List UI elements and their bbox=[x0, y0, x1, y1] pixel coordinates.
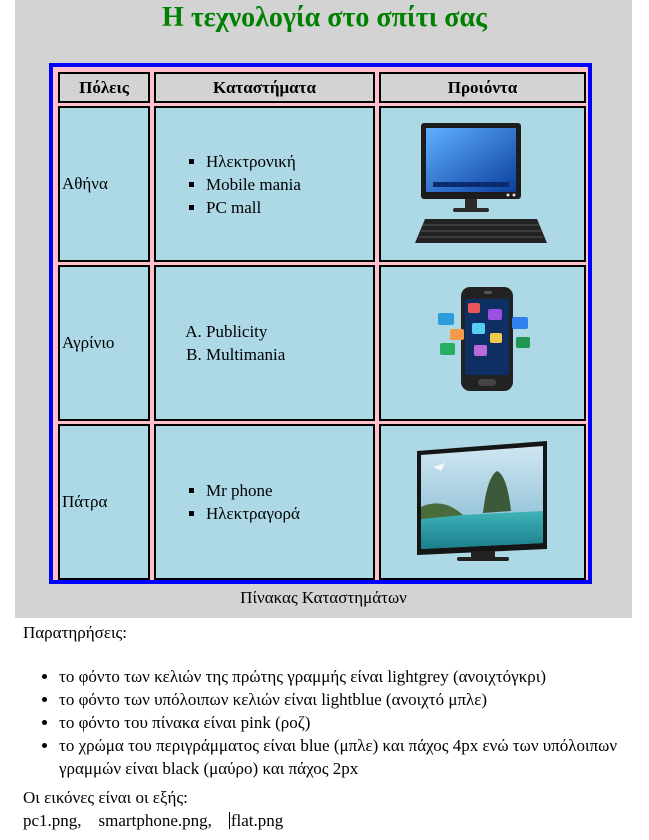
image-file-name: pc1.png, bbox=[23, 811, 82, 830]
store-item: ▪ Mr phone bbox=[206, 479, 300, 502]
stores-list bbox=[156, 150, 301, 219]
city-name: Πάτρα bbox=[62, 492, 108, 511]
note-item: • το χρώμα του περιγράμματος είναι blue (μπλε) και πάχος 4px ενώ των υπόλοιπων γραμμών είναι black (μαύρο) και πάχος 2px bbox=[59, 734, 649, 780]
store-item: ▪ Ηλεκτραγορά bbox=[206, 502, 300, 525]
stores-cell bbox=[154, 424, 375, 580]
smartphone-icon bbox=[428, 283, 538, 403]
store-item: ▪ Ηλεκτρονική bbox=[206, 150, 301, 173]
page-title: Η τεχνολογία στο σπίτι σας bbox=[162, 2, 487, 33]
city-cell bbox=[58, 106, 150, 262]
stores-cell bbox=[154, 106, 375, 262]
product-cell bbox=[379, 106, 586, 262]
table-caption: Πίνακας Καταστημάτων bbox=[240, 588, 407, 607]
notes-title: Παρατηρήσεις: bbox=[23, 623, 128, 642]
header-stores: Καταστήματα bbox=[154, 72, 375, 103]
city-name: Αγρίνιο bbox=[62, 333, 115, 352]
image-files-line bbox=[23, 811, 283, 831]
note-item: • το φόντο των κελιών της πρώτης γραμμής είναι lightgrey (ανοιχτόγκρι) bbox=[59, 665, 649, 688]
city-name: Αθήνα bbox=[62, 174, 108, 193]
stores-list bbox=[156, 320, 285, 366]
desktop-computer-icon bbox=[413, 119, 553, 249]
stores-cell bbox=[154, 265, 375, 421]
city-cell bbox=[58, 424, 150, 580]
store-item: A. Publicity bbox=[206, 320, 285, 343]
note-item: • το φόντο του πίνακα είναι pink (ροζ) bbox=[59, 711, 649, 734]
product-cell bbox=[379, 424, 586, 580]
city-cell bbox=[58, 265, 150, 421]
images-title: Οι εικόνες είναι οι εξής: bbox=[23, 788, 188, 807]
header-cities: Πόλεις bbox=[58, 72, 150, 103]
store-item: ▪ Mobile mania bbox=[206, 173, 301, 196]
text-cursor bbox=[229, 812, 230, 829]
store-item: B. Multimania bbox=[206, 343, 285, 366]
product-cell bbox=[379, 265, 586, 421]
stores-table bbox=[49, 63, 592, 584]
header-products: Προιόντα bbox=[379, 72, 586, 103]
store-item: ▪ PC mall bbox=[206, 196, 301, 219]
flat-tv-icon bbox=[413, 437, 553, 567]
note-item: • το φόντο των υπόλοιπων κελιών είναι lightblue (ανοιχτό μπλε) bbox=[59, 688, 649, 711]
image-file-name: flat.png bbox=[230, 811, 284, 830]
notes-list bbox=[23, 665, 649, 780]
stores-list bbox=[156, 479, 300, 525]
image-file-name: smartphone.png, bbox=[98, 811, 212, 830]
